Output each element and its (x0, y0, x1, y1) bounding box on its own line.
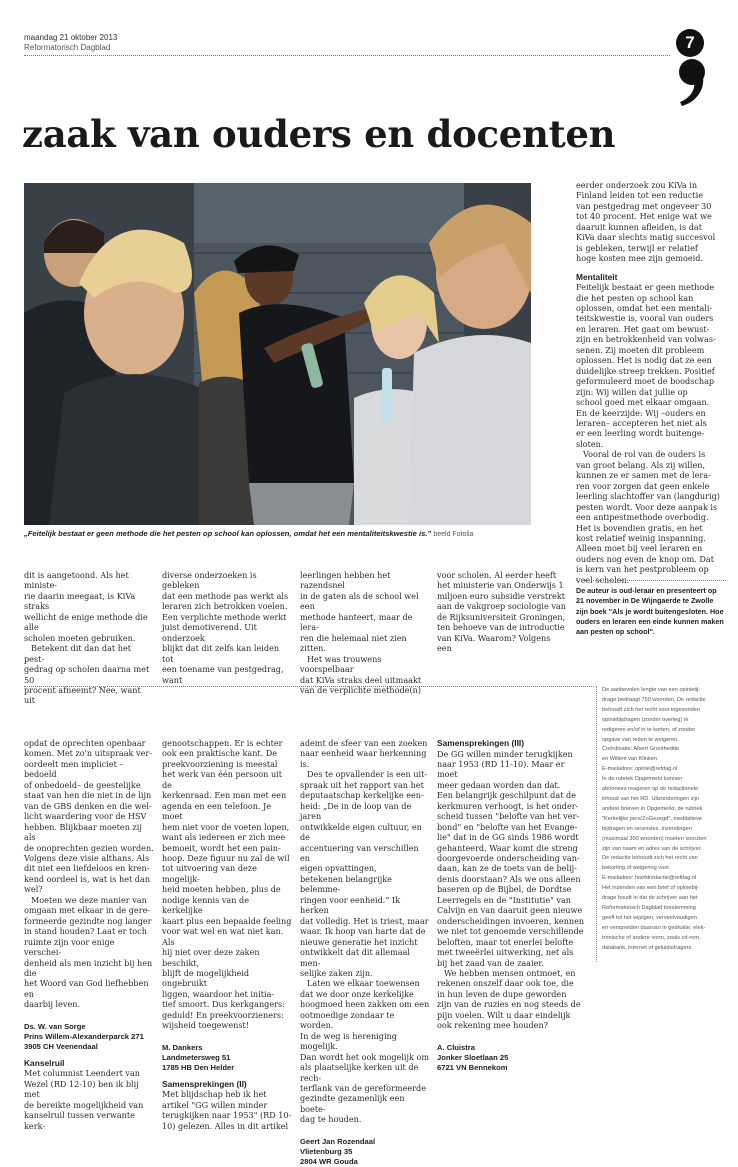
subhead-kanselruil: Kanselruil (24, 1057, 65, 1068)
author-note: De auteur is oud-leraar en presenteert op 21 november in De Wijngaerde te Zwolle zijn boek "Als je wordt buitengesloten. Hoe ouders en leraren een einde kunnen maken aan pesten op school". (576, 586, 724, 637)
signature-1: Ds. W. van Sorge Prins Willem-Alexanderparck 271 3905 CH Veenendaal (24, 1021, 144, 1051)
signature-4: A. Cluistra Jonker Sloetlaan 25 6721 VN Bennekom (437, 1042, 509, 1072)
letter-col-4: Samensprekingen (III) De GG willen minder terugkijken naar 1953 (RD 11-10). Maar er moet meer gedaan worden dan dat. Een belangrijk geschilpunt dat de kerkmuren verhoogt, is het onder- scheid tussen "belofte van het ver- bond" en "belofte van het Evange- lie" dat in de GG sinds 1986 wordt gehanteerd. Waar komt die streng doorgevoerde onderscheiding van- daan, kan ze de toets van de belij- denis doorstaan? Als we ons alleen baseren op de Bijbel, de Dordtse Leerregels en de "Institutie" van Calvijn en van daaruit geen nieuwe onderscheidingen invoeren, kennen we niet tot genoemde verschillende beloften, maar tot enerlei belofte met tweeërlei uitwerking, net als bij het zaad van de zaaier. We hebben mensen ontmoet, en rekenen onszelf daar ook toe, die in hun leven de dupe geworden zijn van de ruzies en nog steeds de pijn voelen. Wilt u daar eindelijk ook rekening mee houden? A. Cluistra Jonker Sloetlaan 25 6721 VN Bennekom (437, 738, 587, 1073)
info-box: De aanbevolen lengte van een opinietij- drage bedraagt 750 woorden. De redactie behoudt zich het recht voor ingezonden opiniebijdragen (zonder overleg) te redigeren en/of in te korten, of zonder opgave van reden te weigeren. Coördinatie: Albert Groothedde en Willem van Klinken E-mailadres: opinie@refdag.nl In de rubriek Opgemerkt kunnen abonnees reageren op de redactionele inhoud van het RD. Uitzonderingen zijn andere brieven in Opgemerkt, de rubriek "Kerkelijke pers/ZoGezegd", meditatieve bijdragen en recensies. Inzendingen (maximaal 300 woorden) moeten voorzien zijn van naam en adres van de schrijver. De redactie behoudt zich het recht van bekorting of weigering voor. E-mailadres: hoofdredactie@refdag.nl Het inzenden van een brief of opiniebij- drage houdt in dat de schrijver aan het Reformatorisch Dagblad toestemming geeft tot het wijzigen, verveelvoudigen en verspreiden daarvan in gedrukte, elek- tronische of andere vorm, zoals cd-rom, databank, internet of geluidsdragers. (602, 687, 707, 951)
article-col-4: voor scholen. Al eerder heeft het ministerie van Onderwijs 1 miljoen euro subsidie verstrekt aan de vakgroep sociologie van de Rijksuniversiteit Groningen, ten behoeve van de introductie van KiVa. Waarom? Volgens een (437, 570, 566, 654)
signature-3: Geert Jan Rozendaal Vlietenburg 35 2804 WR Gouda (300, 1136, 376, 1166)
masthead-date: maandag 21 oktober 2013 (24, 33, 118, 42)
letter-col-2: genootschappen. Er is echter ook een praktische kant. De preekvoorziening is meestal het werk van één persoon uit de kerkenraad. Een man met een agenda en een telefoon. Je moet hem niet voor de voeten lopen, want als iedereen er zich mee bemoeit, wordt het een pain- hoop. Deze figuur nu zal de wil tot uitvoering van deze mogelijk- heid moeten hebben, plus de nodige kennis van de kerkelijke kaart plus een bepaalde feeling voor wat wel en wat niet kan. Als hij niet over deze zaken beschikt, blijft de mogelijkheid ongebruikt liggen, waardoor het initia- tief smoort. Dus kerkgangers: geduld! En preekvoorzieners: wijsheid toegewenst! M. Dankers Landmetersweg 51 1785 HB Den Helder Samensprekingen (II) Met blijdschap heb ik het artikel "GG willen minder terugkijken naar 1953" (RD 10- 10) gelezen. Alles in dit artikel (162, 738, 292, 1131)
masthead-paper: Reformatorisch Dagblad (24, 43, 111, 52)
photo-caption: „Feitelijk bestaat er geen methode die het pesten op school kan oplossen, omdat het een mentaliteitskwestie is.” (24, 529, 432, 538)
article-photo (24, 183, 531, 525)
letter-col-1: opdat de oprechten openbaar komen. Met zo'n uitspraak ver- oordeelt men impliciet –bedoeld of onbedoeld– de geestelijke staat van hen die niet in de lijn van de GBS denken en die wel- licht waardering voor de HSV hebben. Blijkbaar moeten zij als de onoprechten gezien worden. Volgens deze visie althans. Als dit niet een liefdeloos en kren- kend oordeel is, wat is het dan wel? Moeten we deze manier van omgaan met elkaar in de gere- formeerde gezindte nog langer in stand houden? Laat er toch ruimte zijn voor enige verschei- denheid als men inzicht bij hen die het Woord van God liefhebben en daarbij leven. Ds. W. van Sorge Prins Willem-Alexanderparck 271 3905 CH Veenendaal Kanselruil Met columnist Leendert van Wezel (RD 12-10) ben ik blij met de bereikte mogelijkheid van kanselruil tussen verwante kerk- (24, 738, 154, 1131)
author-note-rule (576, 580, 726, 581)
subhead-samensprekingen-3: Samensprekingen (III) (437, 738, 525, 748)
headline: zaak van ouders en docenten (22, 112, 616, 156)
article-col-2: diverse onderzoeken is gebleken dat een methode pas werkt als leraren zich betrokken voelen. Een verplichte methode werkt juist demotiverend. Uit onderzoek blijkt dat dit zelfs kan leiden tot een toename van pestgedrag, want (162, 570, 289, 685)
subhead-mentaliteit: Mentaliteit (576, 271, 618, 282)
page-number-badge (676, 29, 704, 57)
article-col-3: leerlingen hebben het razendsnel in de gaten als de school wel een methode hanteert, maar de lera- ren die helemaal niet zien zitten. Het was trouwens voorspelbaar dat KiVa straks deel uitmaakt van de verplichte methode(n) (300, 570, 422, 695)
subhead-samensprekingen-2: Samensprekingen (II) (162, 1078, 247, 1089)
letter-col-3: ademt de sfeer van een zoeken naar eenheid waar herkenning is. Des te opvallender is een uit- spraak uit het rapport van het deputaatschap kerkelijke een- heid: „De in de loop van de jaren ontwikkelde eigen cultuur, en de accentuering van verschillen en eigen opvattingen, betekenen belangrijke belemme- ringen voor eenheid.” Ik herken dat volledig. Het is triest, maar waar. Ik hoop van harte dat de nieuwe generatie het inzicht ontwikkelt dat dit allemaal men- selijke zaken zijn. Laten we elkaar toewensen dat we door onze kerkelijke hoogmoed heen zakken om een ootmoedige zondaar te worden. In de weg is hereniging mogelijk. Dan wordt het ook mogelijk om als plaatselijke kerken uit de rech- terflank van de gereformeerde gezindte gezamenlijk een boete- dag te houden. Geert Jan Rozendaal Vlietenburg 35 2804 WR Gouda (300, 738, 430, 1166)
article-col-1: dit is aangetoond. Als het ministe- rie daarin meegaat, is KiVa straks wellicht de enige methode die alle scholen moeten gebruiken. Betekent dit dan dat het pest- gedrag op scholen daarna met 50 procent afneemt? Nee, want uit (24, 570, 150, 706)
photo-credit: beeld Fotolia (433, 531, 474, 538)
masthead-rule (24, 55, 670, 56)
page-number: 7 (685, 33, 695, 52)
section-divider (24, 686, 594, 687)
info-box-divider (596, 686, 597, 962)
photo-caption-row (24, 529, 531, 540)
right-para2: Vooral de rol van de ouders is van groot belang. Als zij willen, kunnen ze er samen met de lera- ren voor zorgen dat geen enkele leerling slachtoffer van (langdurig) pesten wordt. Voor deze aanpak is een antipestmethode overbodig. Het is bovendien gratis, en het kost relatief weinig inspanning. Alleen moet bij veel leraren en ouders nog even de knop om. Dat is kern van het pestprobleem op veel scholen. (576, 449, 720, 585)
right-intro: eerder onderzoek zou KiVa in Finland leiden tot een reductie van pestgedrag met ongeveer 30 tot 40 procent. Het enige wat we daaruit kunnen afleiden, is dat KiVa daar slechts matig succesvol is gebleken, terwijl er relatief hoge kosten mee zijn gemoeid. (576, 180, 716, 264)
right-para1: Feitelijk bestaat er geen methode die het pesten op school kan oplossen, omdat het een mentali- teitskwestie is, vooral van ouders en leraren. Het gaat om bewust- zijn en betrokkenheid van volwas- senen. Zij moeten dit probleem oplossen. Het is nodig dat ze een duidelijke streep trekken. Positief geformuleerd moet de boodschap zijn: Wij willen dat jullie op school goed met elkaar omgaan. En de keerzijde: Wij –ouders en leraren– accepteren het niet als er een leerling wordt buitenge- sloten. (576, 282, 716, 449)
comma-logo-icon (672, 58, 712, 108)
signature-2: M. Dankers Landmetersweg 51 1785 HB Den Helder (162, 1042, 235, 1072)
right-column (576, 180, 726, 585)
